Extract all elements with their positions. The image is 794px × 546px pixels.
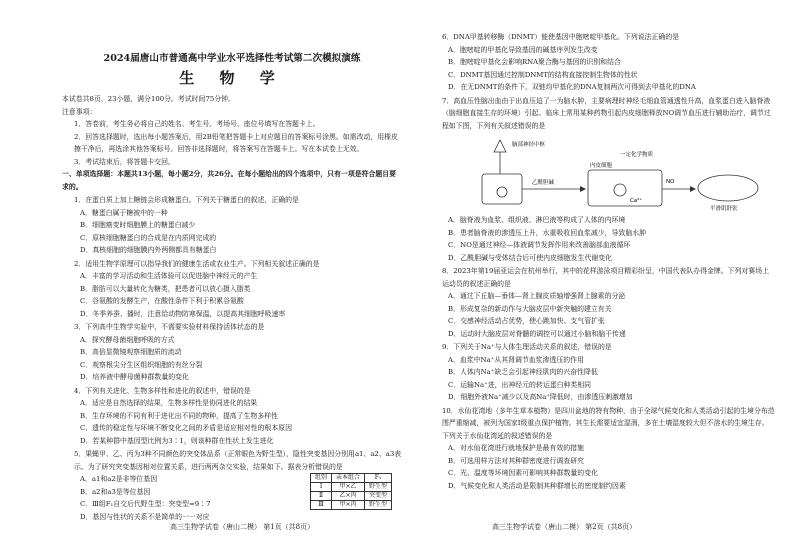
- table-row: [311, 501, 392, 510]
- arrow-head: [690, 186, 696, 192]
- label-no: NO: [666, 179, 675, 185]
- intro-text: 本试卷共8页，23小题，满分100分。考试时间75分钟。: [62, 95, 235, 103]
- nucleus-shape: [497, 187, 507, 197]
- question-6: [430, 31, 775, 94]
- option: D．气候变化和人类活动是限制其种群增长的密度制约因素: [448, 481, 626, 490]
- table-cell: 乙×丙: [332, 492, 365, 501]
- section-heading: 一、单项选择题：本题共13小题，每小题2分，共26分。在每小题给出的四个选项中，只有一项是符合题目要求的。: [62, 170, 397, 191]
- question-5: [62, 448, 402, 523]
- option: C．光、温度等环境因素可影响其种群数量的变化: [448, 469, 598, 477]
- option: D．细胞外液Na⁺减少以及高Na⁺降低时，由渗透压刺激增加: [448, 393, 633, 401]
- option: D．运动时大脑皮层对脊髓的调控可以通过小脑和脑干传递: [448, 329, 626, 338]
- option: C．遗传的稳定性与环境不断变化之间的矛盾是适应相对性的根本原因: [80, 424, 292, 432]
- cell-outline: [482, 174, 522, 204]
- endothelial-cell-outline: [588, 170, 662, 206]
- option: C．谷氨酸的发酵生产，在酸性条件下利于积累谷氨酸: [80, 297, 244, 305]
- option: C．NO是通过神经—体液调节发挥作用来改善脑部血液循环: [448, 241, 631, 249]
- option: D．乙酰胆碱与受体结合后可使内皮细胞发生代谢变化: [448, 253, 613, 262]
- option: D．基因与性状的关系不是简单的一一对应: [80, 512, 210, 521]
- note-item: 1．答卷前，考生务必将自己的姓名、考生号、考场号、座位号填写在答题卡上。: [74, 120, 320, 128]
- option: A．通过下丘脑—垂体—肾上腺皮质轴增强肾上腺素的分泌: [448, 292, 626, 300]
- question-8: [430, 265, 775, 340]
- table-cell: 甲×乙: [332, 483, 365, 492]
- note-item: 3．考试结束后，将答题卡交回。: [74, 157, 175, 166]
- option: B．患者脑脊液的渗透压上升，水重吸收回血浆减少，导致脑水肿: [448, 228, 646, 237]
- question-stem: 2．适用生物学原理可以指导我们的健康生活或农业生产。下列相关叙述正确的是: [74, 259, 320, 268]
- option: A．丰富的学习活动和生活体验可以促进脑中神经元的产生: [80, 272, 258, 280]
- option: B．可选用样方法对其种群密度进行调查研究: [448, 456, 584, 465]
- question-stem: 10．水仙花湾地（多年生草本植物）是四川盆地的特有物种，由于全球气候变化和人类活动引起的生境分布范围严重缩减，被列为国家Ⅰ级重点保护植物。其生长需要适宜湿润，多在土壤湿度较大但不溶水的生境生存。下列关于水仙花湾延的叙述错误的是: [442, 406, 775, 440]
- option: B．细胞癌变时细胞膜上的糖蛋白减少: [80, 221, 196, 229]
- question-stem: 4．下列有关进化、生物多样性和进化的叙述中，错误的是: [74, 386, 251, 395]
- option: C．Ⅲ组F₁自交后代野生型：突变型=9∶7: [80, 500, 211, 508]
- option: B．胞嘧啶甲基化会影响RNA聚合酶与基因的识别和结合: [448, 58, 621, 66]
- option: B．人体内Na⁺缺乏会引起神经肌肉的兴奋性降低: [448, 368, 598, 376]
- page-footer-right: 高三生物学试卷（唐山二模） 第2页（共8页）: [492, 523, 637, 531]
- question-2: [62, 258, 402, 321]
- table-header: F₁: [365, 474, 392, 483]
- option: C．DNMT基因通过控制DNMT的结构直接控制生物体的性状: [448, 70, 638, 79]
- question-stem: 7．高血压性脑出血由于出血压迫了一为脑水肿，主要病理时神经毛细血管通透性升高，血浆蛋白进入脑脊液（脑细胞直接生存的环境）引起。临床上常用某种药物引起内皮细胞释放NO调节血压进行辅助治疗，调节过程如下图，下列有关叙述错误的是: [442, 96, 771, 130]
- no-signaling-diagram: [430, 134, 775, 212]
- table-header: 亲本组合: [332, 474, 365, 483]
- table-cell: 甲×丙: [332, 501, 365, 510]
- question-stem: 3．下列高中生物学实验中，不需要实验材料保持活体状态的是: [74, 323, 265, 331]
- diagram-svg: [470, 134, 770, 212]
- arrow-head: [580, 186, 586, 192]
- table-row: [311, 492, 392, 501]
- label-hypothalamus: 脑部神经中枢: [512, 142, 546, 148]
- option: B．a2和a3是等位基因: [80, 487, 151, 496]
- option: A．a1和a2是非等位基因: [80, 475, 158, 483]
- question-4: [62, 385, 402, 448]
- note-item: 2．回答选择题时，选出每小题答案后，用2B铅笔把答题卡上对应题目的答案标号涂黑。如需改动，用橡皮擦干净后，再选涂其他答案标号。回答非选择题时，将答案写在答题卡上。写在本试卷上无效。: [74, 132, 398, 153]
- question-stem: 6．DNA甲基转移酶（DNMT）能使基因中胞嘧啶甲基化。下列说法正确的是: [442, 33, 680, 41]
- smooth-muscle-cell: [698, 175, 758, 201]
- option: B．生存环境的不同有利于进化出不同的物种，提高了生物多样性: [80, 411, 278, 420]
- table-cell: 野生型: [365, 501, 392, 510]
- question-7: [430, 95, 775, 265]
- label-receptor: 一定化学物质: [620, 152, 654, 158]
- option: C．观察根尖分生区组织细胞的有丝分裂: [80, 360, 203, 369]
- option: B．脂肪可以大量转化为糖类，把患者可以放心摄入脂类: [80, 284, 251, 293]
- table-cell: 突变型: [365, 492, 392, 501]
- option: D．若某种群中基因型比例为3∶1，则该种群在性状上发生进化: [80, 436, 274, 445]
- question-stem: 1．在蛋白质上加上糖链会形成糖蛋白。下列关于糖蛋白的叙述，正确的是: [74, 196, 299, 204]
- option: A．对水仙花湾进行就地保护是最有效的措施: [448, 444, 584, 452]
- page-left: [62, 30, 402, 523]
- table-header: 组别: [311, 474, 332, 483]
- table-cell: 野生型: [365, 483, 392, 492]
- label-endothelial: 内皮细胞: [590, 163, 613, 169]
- option: A．探究酵母菌细胞呼吸的方式: [80, 335, 175, 344]
- page-right: [430, 30, 775, 492]
- label-acetylcholine: 乙酰胆碱: [532, 180, 555, 186]
- label-relaxation: 平滑肌舒张: [710, 206, 738, 212]
- table-cell: Ⅱ: [311, 492, 332, 501]
- label-calcium: Ca²⁺: [630, 198, 643, 204]
- option: B．形成复杂的新动作与大脑皮层中新突触的建立有关: [448, 304, 612, 313]
- option: C．原核细胞糖蛋白的合成是在内质网完成的: [80, 233, 217, 242]
- table-cell: Ⅲ: [311, 501, 332, 510]
- option: B．高倍显微镜观察细胞质的流动: [80, 348, 182, 356]
- option: D．在无DNMT的条件下，双链均甲基化的DNA复制两次可得到去甲基化的DNA: [448, 83, 696, 91]
- question-10: [430, 405, 775, 493]
- option: A．适应是自然选择的结果，生物多样性是协同进化的结果: [80, 399, 258, 407]
- question-stem: 9．下列关于Na⁺与人体生理活动关系的叙述，错误的是: [442, 343, 612, 351]
- option: A．血浆中Na⁺从其肾调节血浆渗透压的作用: [448, 355, 584, 364]
- question-9: [430, 341, 775, 404]
- table-row: [311, 483, 392, 492]
- question-stem: 5．果蝇甲、乙、丙为3种不同颜色的突变体品系（正常眼色为野生型），隐性突变基因分别用a1、a2、a3表示。为了研究突变基因相对位置关系，进行两两杂交实验，结果如下。据表分析错误的是: [74, 450, 402, 471]
- question-5-options-area: [62, 473, 402, 523]
- neuron-body-shape: [494, 140, 506, 152]
- option: A．胞嘧啶的甲基化导致基因的碱基序列发生改变: [448, 45, 598, 54]
- endothelial-nucleus: [614, 184, 626, 196]
- option: A．脑脊液为血浆、组织液、淋巴液等构成了人体的内环境: [448, 216, 626, 224]
- subject-title: 生 物 学: [179, 69, 285, 87]
- table-cell: Ⅰ: [311, 483, 332, 492]
- question-1: [62, 194, 402, 257]
- option: D．冬季养蚕、播时，注意给动物防寒保温，以提高其细胞呼吸速率: [80, 309, 286, 318]
- option: C．交感神经活动占优势，使心跳加快、支气管扩张: [448, 317, 605, 325]
- page-footer-left: 高三生物学试卷（唐山二模） 第1页（共8页）: [170, 523, 315, 531]
- option: D．真核细胞的细胞膜内外两侧都具有糖蛋白: [80, 246, 217, 254]
- option: C．运输Na⁺进，出神经元的转运蛋白种类相同: [448, 380, 592, 389]
- cross-results-table: [310, 473, 392, 510]
- question-stem: 8．2023年第19届亚运会在杭州举行，其中的花样游泳项目精彩纷呈，中国代表队办得金牌。下列对赛场上运动员的叙述正确的是: [442, 267, 769, 288]
- exam-title: 2024届唐山市普通高中学业水平选择性考试第二次模拟演练: [103, 53, 361, 64]
- option: A．糖蛋白属于糖被中的一种: [80, 208, 168, 217]
- option: D．培养液中酵母菌种群数量的变化: [80, 373, 189, 381]
- question-3: [62, 321, 402, 384]
- table-header-row: [311, 474, 392, 483]
- notes-heading: 注意事项：: [62, 107, 97, 116]
